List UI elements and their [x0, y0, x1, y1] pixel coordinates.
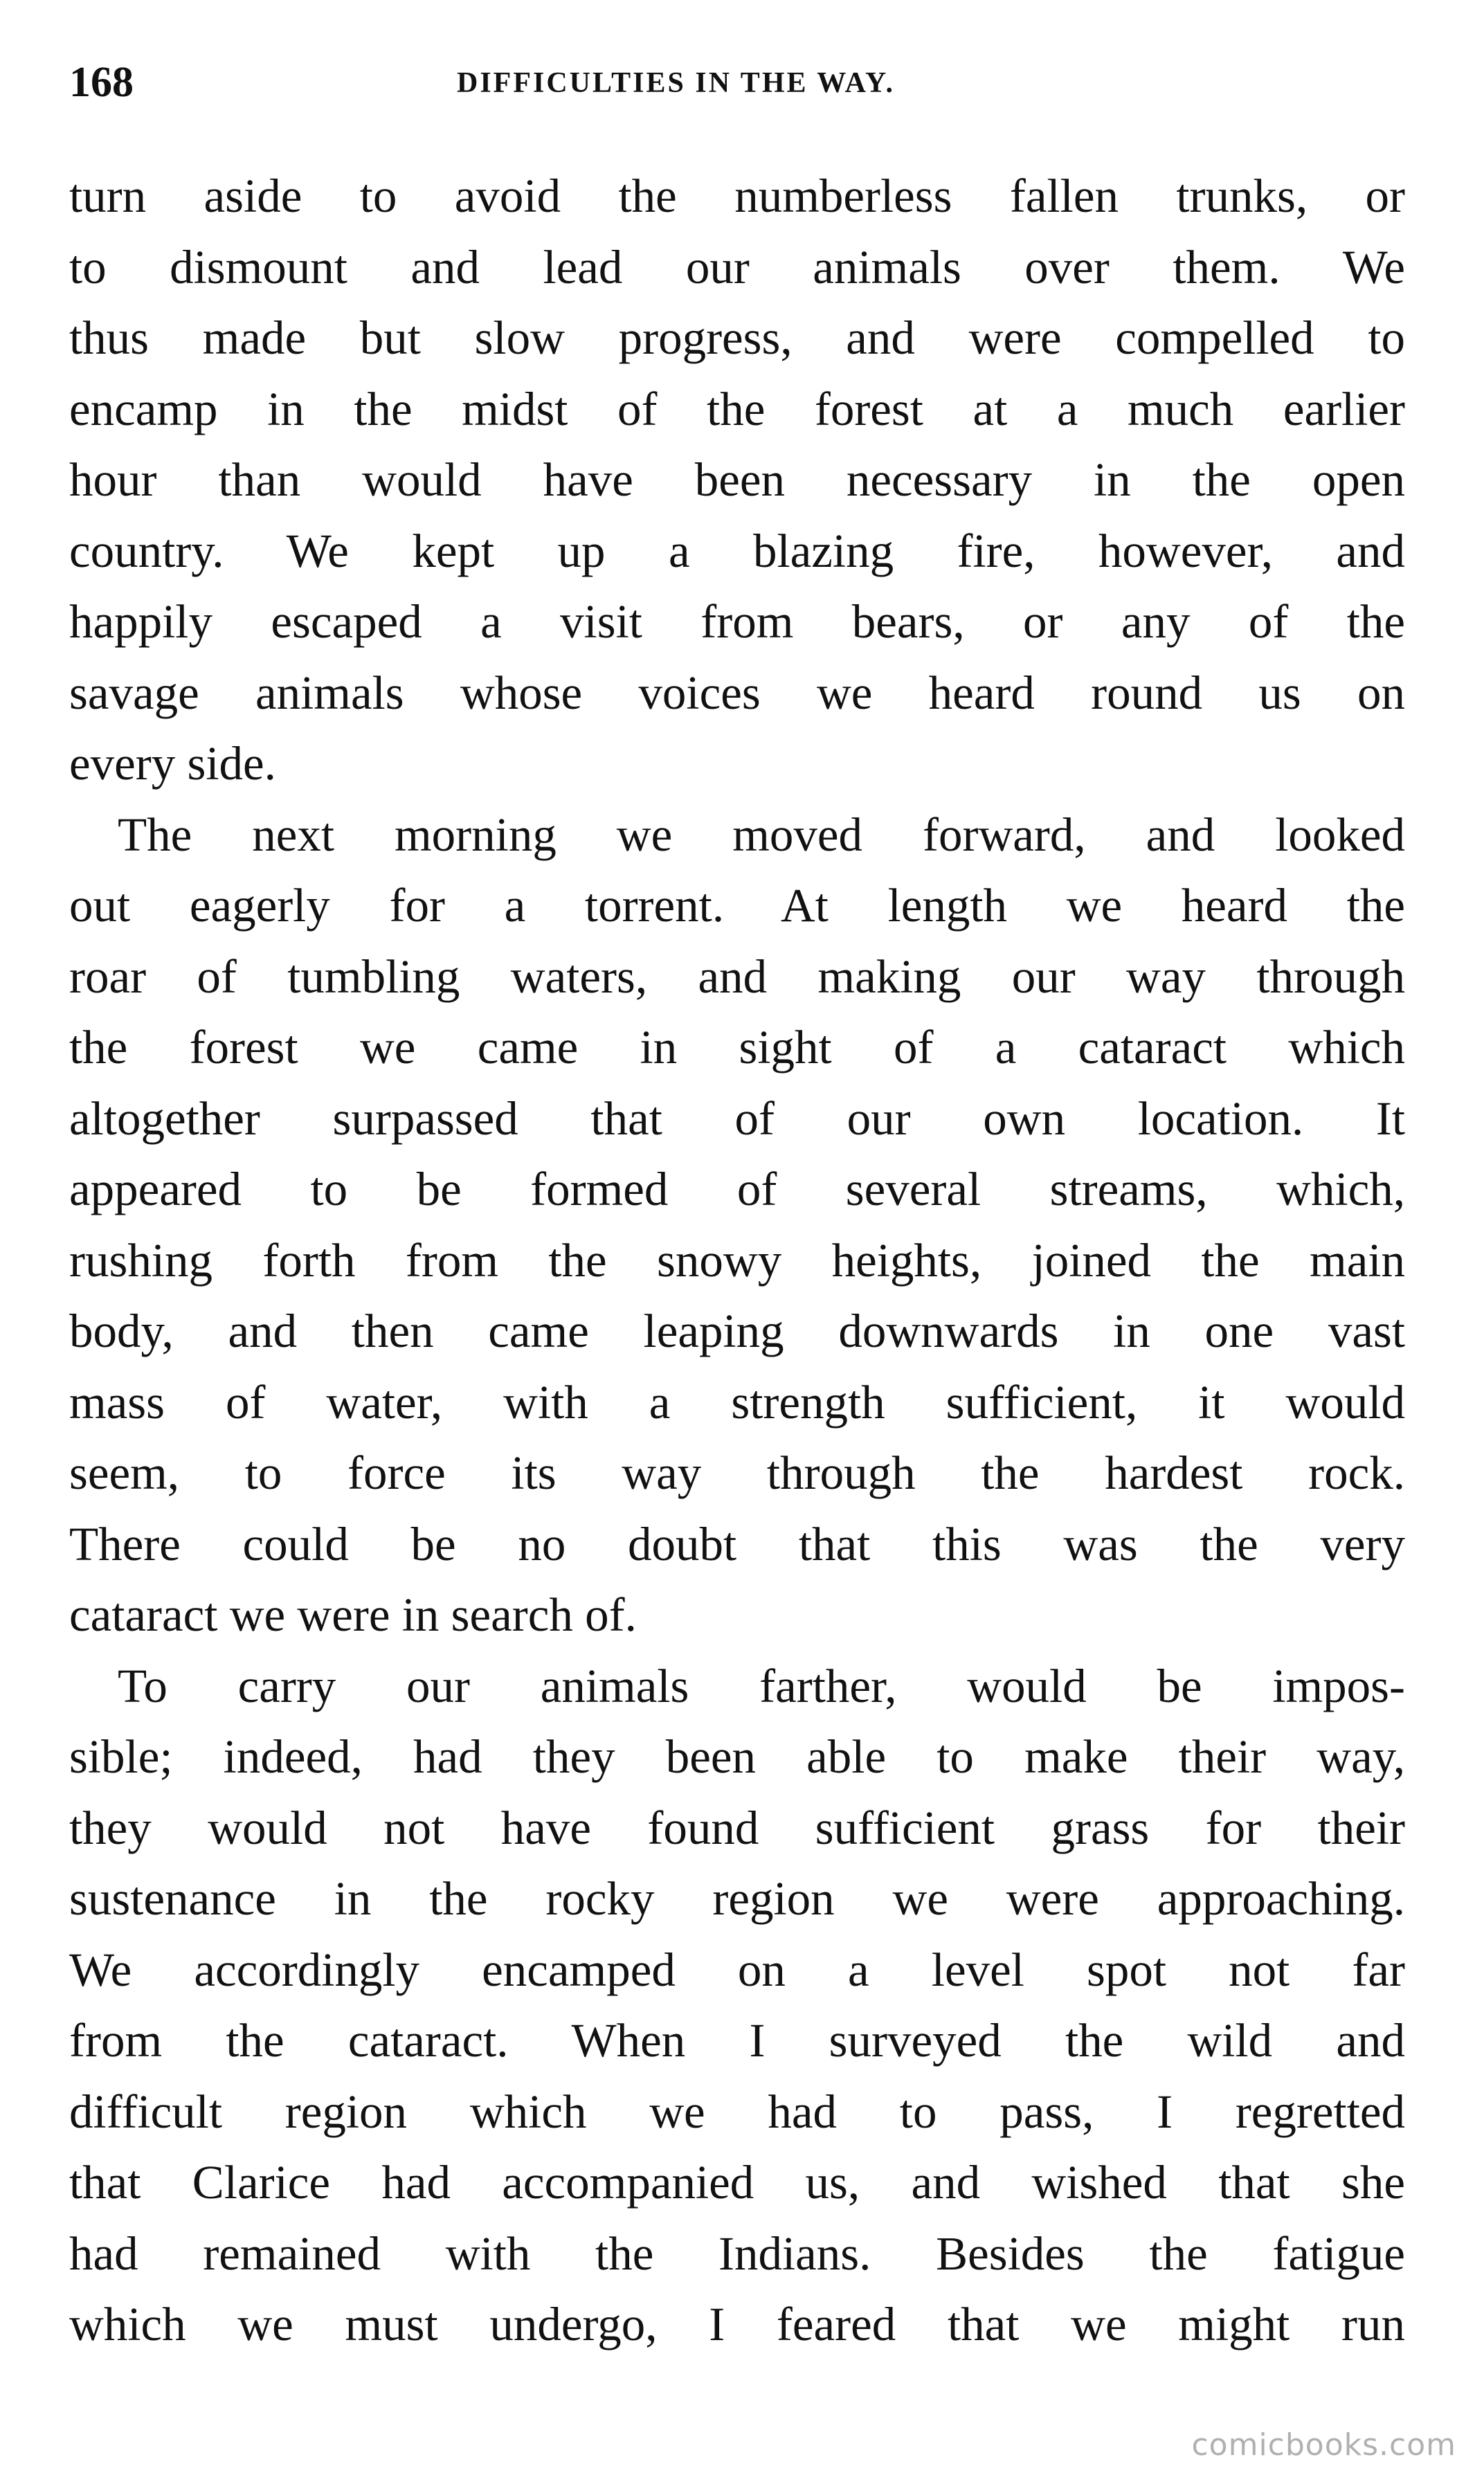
text-line: sustenance in the rocky region we were approaching.: [69, 1872, 1405, 1925]
text-line: There could be no doubt that this was the very: [69, 1517, 1405, 1570]
text-line: to dismount and lead our animals over them. We: [69, 240, 1405, 293]
text-line: they would not have found sufficient grass for their: [69, 1801, 1405, 1854]
text-line: the forest we came in sight of a cataract which: [69, 1021, 1405, 1074]
text-line: encamp in the midst of the forest at a much earlier: [69, 382, 1405, 435]
text-line: seem, to force its way through the hardest rock.: [69, 1447, 1405, 1499]
text-line: We accordingly encamped on a level spot not far: [69, 1943, 1405, 1996]
text-line: that Clarice had accompanied us, and wished that she: [69, 2156, 1405, 2209]
text-line: hour than would have been necessary in the open: [69, 453, 1405, 506]
text-line: altogether surpassed that of our own location. It: [69, 1091, 1405, 1145]
text-line: The next morning we moved forward, and looked: [118, 808, 1405, 861]
text-line: every side.: [69, 737, 276, 790]
text-line: appeared to be formed of several streams, which,: [69, 1163, 1405, 1215]
text-line: had remained with the Indians. Besides the fatigue: [69, 2227, 1405, 2280]
text-line: To carry our animals farther, would be impos-: [118, 1659, 1405, 1712]
text-line: savage animals whose voices we heard round us on: [69, 666, 1405, 719]
page-number: 168: [69, 59, 134, 106]
text-line: from the cataract. When I surveyed the wild and: [69, 2014, 1405, 2067]
page-header: [69, 58, 1408, 114]
text-line: out eagerly for a torrent. At length we heard the: [69, 879, 1405, 932]
text-line: thus made but slow progress, and were compelled to: [69, 311, 1405, 364]
text-line: body, and then came leaping downwards in one vast: [69, 1305, 1405, 1357]
text-line: rushing forth from the snowy heights, joined the main: [69, 1233, 1405, 1287]
text-line: country. We kept up a blazing fire, however, and: [69, 524, 1405, 577]
watermark: comicbooks.com: [1191, 2427, 1456, 2463]
text-line: cataract we were in search of.: [69, 1588, 637, 1641]
text-line: happily escaped a visit from bears, or any of the: [69, 595, 1405, 648]
text-line: turn aside to avoid the numberless fallen trunks, or: [69, 170, 1405, 222]
text-line: mass of water, with a strength sufficient, it would: [69, 1375, 1405, 1429]
text-line: sible; indeed, had they been able to make their way,: [69, 1730, 1405, 1783]
text-line: difficult region which we had to pass, I regretted: [69, 2085, 1405, 2138]
running-head: DIFFICULTIES IN THE WAY.: [457, 67, 896, 99]
text-line: which we must undergo, I feared that we might run: [69, 2298, 1405, 2350]
body-text: [69, 161, 1405, 2360]
text-line: roar of tumbling waters, and making our way through: [69, 950, 1405, 1003]
